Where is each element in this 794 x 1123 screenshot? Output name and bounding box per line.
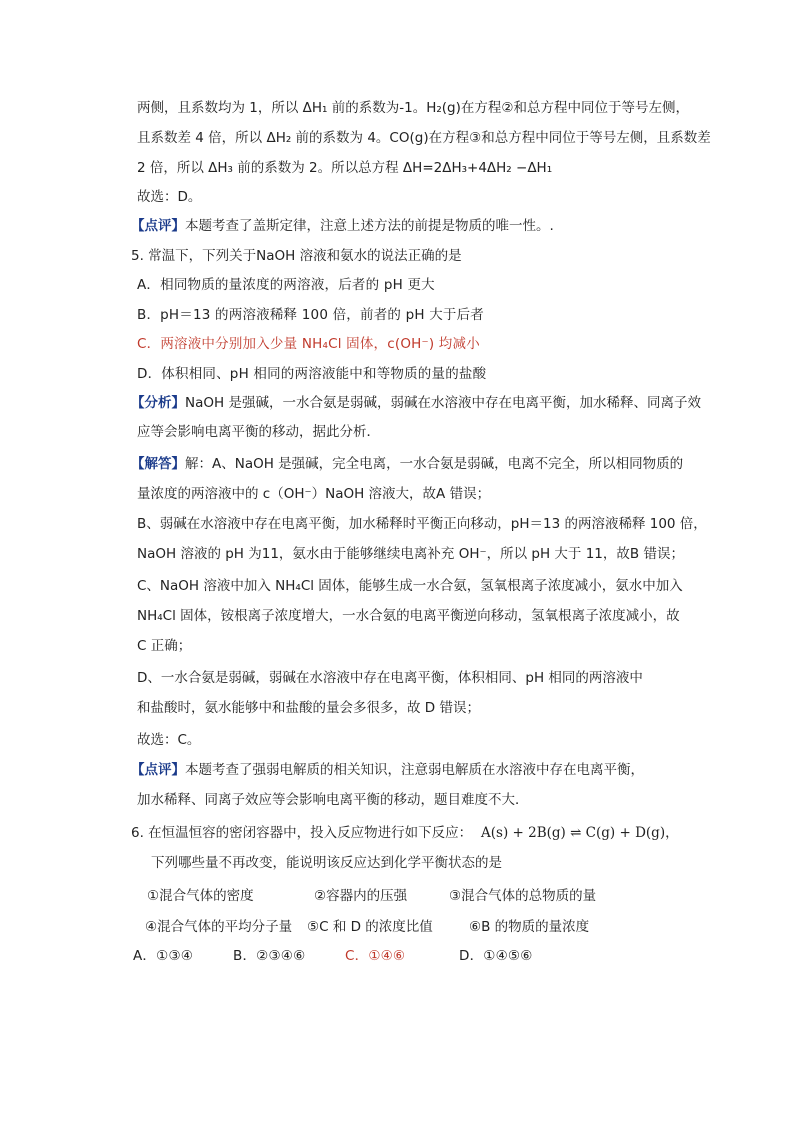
analysis-tag: 【分析】	[131, 395, 185, 411]
q6-item-4: ④混合气体的平均分子量	[145, 919, 293, 935]
analysis-text: NaOH 是强碱，一水合氨是弱碱，弱碱在水溶液中存在电离平衡，加水稀释、同离子效	[185, 395, 701, 411]
q5-comment-line-2: 加水稀释、同离子效应等会影响电离平衡的移动，题目难度不大．	[137, 792, 529, 808]
q5-solution-c-line-1: C、NaOH 溶液中加入 NH₄Cl 固体，能够生成一水合氨，氢氧根离子浓度减小，氨水中加入	[137, 578, 683, 594]
q5-answer: 故选：C。	[137, 732, 201, 748]
q5-stem: 5. 常温下，下列关于NaOH 溶液和氨水的说法正确的是	[131, 248, 462, 264]
q6-item-5: ⑤C 和 D 的浓度比值	[307, 919, 433, 935]
q5-analysis-line-1	[131, 393, 701, 413]
prev-explanation-line-2: 且系数差 4 倍，所以 ΔH₂ 前的系数为 4。CO(g)在方程③和总方程中同位于等号左侧，且系数差	[137, 130, 711, 146]
q6-stem-line-2: 下列哪些量不再改变，能说明该反应达到化学平衡状态的是	[151, 855, 502, 871]
comment-tag: 【点评】	[131, 218, 185, 234]
q6-choice-d: D．①④⑤⑥	[459, 948, 533, 964]
q5-solution-b-line-1: B、弱碱在水溶液中存在电离平衡，加水稀释时平衡正向移动，pH＝13 的两溶液稀释 100 倍，	[137, 516, 707, 532]
solution-a-text: 解：A、NaOH 是强碱，完全电离，一水合氨是弱碱，电离不完全，所以相同物质的	[185, 456, 684, 472]
q6-item-6: ⑥B 的物质的量浓度	[469, 919, 590, 935]
q5-comment-line-1	[131, 760, 644, 780]
q5-solution-c-line-2: NH₄Cl 固体，铵根离子浓度增大，一水合氨的电离平衡逆向移动，氢氧根离子浓度减小，故	[137, 608, 680, 624]
q5-solution-d-line-2: 和盐酸时，氨水能够中和盐酸的量会多很多，故 D 错误；	[137, 700, 480, 716]
solution-tag: 【解答】	[131, 456, 185, 472]
comment-text: 本题考查了强弱电解质的相关知识，注意弱电解质在水溶液中存在电离平衡，	[185, 762, 644, 778]
q6-reaction-equation: A(s) + 2B(g) ⇌ C(g) + D(g)，	[481, 825, 679, 841]
q5-solution-a-line-1	[131, 454, 683, 474]
q5-solution-a-line-2: 量浓度的两溶液中的 c（OH⁻）NaOH 溶液大，故A 错误；	[137, 486, 491, 502]
q5-solution-d-line-1: D、一水合氨是弱碱，弱碱在水溶液中存在电离平衡，体积相同、pH 相同的两溶液中	[137, 670, 643, 686]
q6-item-2: ②容器内的压强	[314, 888, 408, 904]
q6-choice-a: A．①③④	[133, 948, 194, 964]
q5-solution-c-line-3: C 正确；	[137, 638, 192, 654]
q5-option-a: A．相同物质的量浓度的两溶液，后者的 pH 更大	[137, 277, 435, 293]
prev-explanation-line-3: 2 倍，所以 ΔH₃ 前的系数为 2。所以总方程 ΔH=2ΔH₃+4ΔH₂ −ΔH₁	[137, 160, 553, 176]
q5-option-b: B．pH＝13 的两溶液稀释 100 倍，前者的 pH 大于后者	[137, 307, 485, 323]
q5-option-c-correct: C．两溶液中分别加入少量 NH₄Cl 固体，c(OH⁻) 均减小	[137, 336, 480, 352]
q6-item-1: ①混合气体的密度	[147, 888, 254, 904]
q5-solution-b-line-2: NaOH 溶液的 pH 为11，氨水由于能够继续电离补充 OH⁻，所以 pH 大于 11，故B 错误；	[137, 546, 684, 562]
prev-explanation-line-1: 两侧，且系数均为 1，所以 ΔH₁ 前的系数为-1。H₂(g)在方程②和总方程中同位于等号左侧，	[137, 100, 689, 116]
q6-item-3: ③混合气体的总物质的量	[449, 888, 597, 904]
prev-comment	[131, 216, 554, 236]
comment-tag: 【点评】	[131, 762, 185, 778]
q6-stem-line-1	[131, 823, 472, 843]
q6-choice-b: B．②③④⑥	[233, 948, 306, 964]
q6-stem-text: 6. 在恒温恒容的密闭容器中，投入反应物进行如下反应：	[131, 825, 473, 841]
prev-answer: 故选：D。	[137, 189, 202, 205]
q5-analysis-line-2: 应等会影响电离平衡的移动，据此分析．	[137, 424, 380, 440]
q6-choice-c-correct: C．①④⑥	[345, 948, 406, 964]
q5-option-d: D．体积相同、pH 相同的两溶液能中和等物质的量的盐酸	[137, 366, 487, 382]
comment-text: 本题考查了盖斯定律，注意上述方法的前提是物质的唯一性。.	[185, 218, 554, 234]
